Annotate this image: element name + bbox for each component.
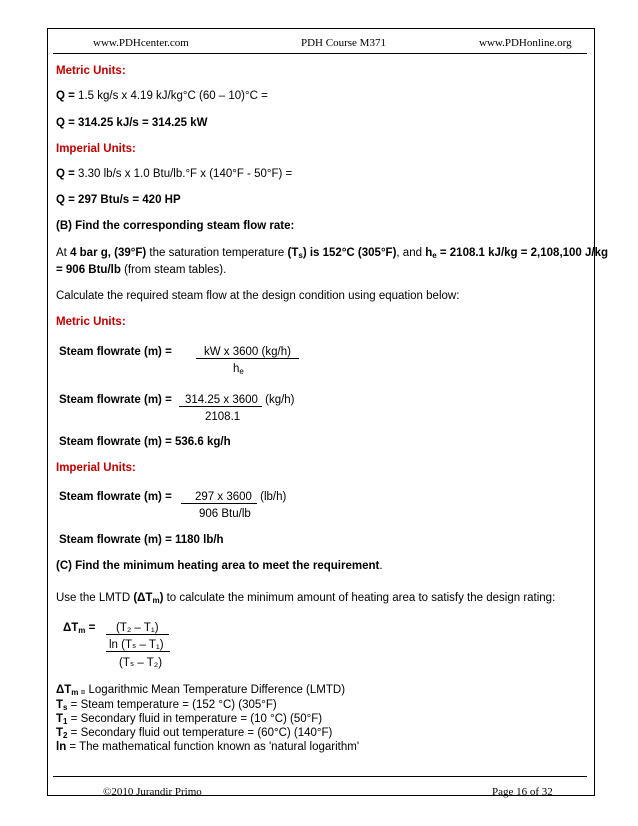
steam-flow-metric-result: Steam flowrate (m) = 536.6 kg/h (59, 436, 231, 448)
lmtd-line: Use the LMTD $(\Delta T_m)$ to calculate the minimum amount of heating area to satisfy the design rating: (56, 592, 556, 605)
metric-units-heading-2: Metric Units: (56, 316, 126, 328)
definition-ln: ln = The mathematical function known as 'natural logarithm' (56, 741, 360, 753)
q-imperial-result: Q = 297 Btu/s = 420 HP (56, 194, 181, 206)
steam-flow-label-1: Steam flowrate (m) = (59, 346, 172, 358)
saturation-line-2: = 906 Btu/lb (from steam tables). (56, 264, 227, 276)
definition-dtm: $\Delta T_{m =}$ Logarithmic Mean Temperature Difference (LMTD) (56, 684, 346, 697)
q-imperial-equation: Q = 3.30 lb/s x 1.0 Btu/lb.°F x (140°F - 50°F) = (56, 168, 293, 180)
q-result: Q = 314.25 kJ/s = 314.25 kW (56, 117, 208, 129)
imperial-units-heading-2: Imperial Units: (56, 462, 136, 474)
section-c-heading: (C) Find the minimum heating area to meet the requirement. (56, 560, 383, 572)
footer-rule (53, 776, 587, 777)
definition-ts: $T_s$ = Steam temperature = (152 °C) (305°F) (56, 699, 277, 712)
header-center: PDH Course M371 (301, 37, 386, 49)
dtm-label: $\Delta T_m$ = (63, 622, 96, 635)
header-rule (53, 53, 587, 54)
steam-flow-denominator-2: 2108.1 (205, 411, 241, 423)
steam-flow-numerator-1: kW x 3600 (kg/h) (196, 346, 299, 358)
imperial-units-heading: Imperial Units: (56, 143, 136, 155)
steam-flow-denominator-3: 906 Btu/lb (199, 508, 251, 520)
steam-flow-imperial-result: Steam flowrate (m) = 1180 lb/h (59, 534, 224, 546)
dtm-numerator: (T₂ – T₁) (106, 622, 169, 634)
q-equation: Q = 1.5 kg/s x 4.19 kJ/kg°C (60 – 10)°C = (56, 90, 268, 102)
dtm-denominator-1: ln (Tₛ – T₁) (106, 637, 170, 651)
footer-right: Page 16 of 32 (492, 786, 553, 798)
header-right: www.PDHonline.org (479, 37, 572, 49)
calculate-line: Calculate the required steam flow at the design condition using equation below: (56, 290, 460, 302)
definition-t1: $T_1$ = Secondary fluid in temperature = (10 °C) (50°F) (56, 713, 323, 726)
section-b-heading: (B) Find the corresponding steam flow rate: (56, 220, 295, 232)
dtm-denominator-2: (Tₛ – T₂) (119, 657, 163, 669)
definition-t2: $T_2$ = Secondary fluid out temperature = (60°C) (140°F) (56, 727, 333, 740)
saturation-line-1: At 4 bar g, (39°F) the saturation temperature $(T_s)$ is 152°C (305°F), and $h_e = 2108.1$ kJ/kg = 2,108,100 J/kg (56, 247, 609, 260)
metric-units-heading: Metric Units: (56, 65, 126, 77)
steam-flow-denominator-1: $h_e$ (233, 363, 244, 376)
header-left: www.PDHcenter.com (93, 37, 189, 49)
steam-flow-label-2: Steam flowrate (m) = (59, 394, 172, 406)
steam-flow-numerator-3: 297 x 3600 (lb/h) (181, 491, 286, 503)
steam-flow-label-3: Steam flowrate (m) = (59, 491, 172, 503)
footer-left: ©2010 Jurandir Primo (103, 786, 202, 798)
steam-flow-numerator-2: 314.25 x 3600 (kg/h) (179, 394, 295, 406)
